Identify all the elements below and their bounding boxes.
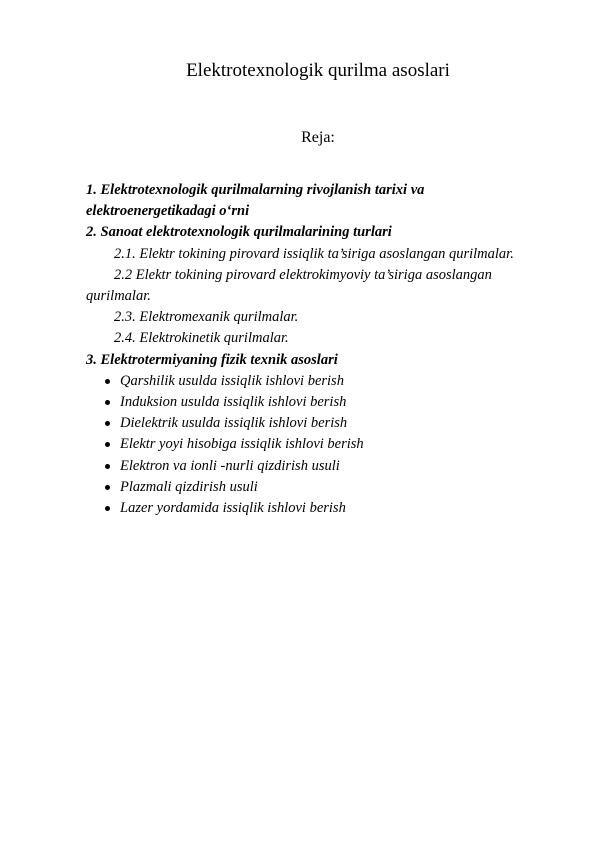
- list-item: [120, 477, 546, 498]
- subsection-item: 2.2 Elektr tokining pirovard elektrokimyoviy ta’siriga asoslangan qurilmalar.: [86, 266, 492, 305]
- document-title: Elektrotexnologik qurilma asoslari: [186, 60, 450, 81]
- list-item-text: Dielektrik usulda issiqlik ishlovi berish: [120, 415, 348, 432]
- bullet-icon: [105, 400, 110, 405]
- bullet-icon: [105, 464, 110, 469]
- list-item: [120, 456, 546, 477]
- plan-content: [86, 180, 546, 519]
- subsection-item: 2.1. Elektr tokining pirovard issiqlik ta’siriga asoslangan qurilmalar.: [114, 245, 514, 262]
- subsection-item: 2.4. Elektrokinetik qurilmalar.: [114, 330, 289, 347]
- list-item: [120, 392, 546, 413]
- list-item-text: Lazer yordamida issiqlik ishlovi berish: [120, 500, 346, 517]
- bullet-icon: [105, 442, 110, 447]
- bullet-icon: [105, 379, 110, 384]
- list-item: [120, 371, 546, 392]
- subsection-item: 2.3. Elektromexanik qurilmalar.: [114, 309, 299, 326]
- list-item: [120, 434, 546, 455]
- bullet-list: [86, 371, 546, 519]
- bullet-icon: [105, 506, 110, 511]
- list-item-text: Elektr yoyi hisobiga issiqlik ishlovi berish: [120, 436, 364, 453]
- section-heading-2: 2. Sanoat elektrotexnologik qurilmalarining turlari: [86, 224, 392, 241]
- document-subtitle: Reja:: [301, 129, 335, 146]
- bullet-icon: [105, 485, 110, 490]
- section-heading-1: 1. Elektrotexnologik qurilmalarning rivojlanish tarixi va elektroenergetikadagi o‘rni: [86, 182, 425, 220]
- list-item-text: Induksion usulda issiqlik ishlovi berish: [120, 394, 347, 411]
- list-item: [120, 413, 546, 434]
- section-heading-3: 3. Elektrotermiyaning fizik texnik asoslari: [86, 351, 338, 368]
- list-item-text: Elektron va ionli -nurli qizdirish usuli: [120, 457, 340, 474]
- list-item-text: Plazmali qizdirish usuli: [120, 478, 258, 495]
- list-item: [120, 498, 546, 519]
- bullet-icon: [105, 421, 110, 426]
- list-item-text: Qarshilik usulda issiqlik ishlovi berish: [120, 372, 344, 389]
